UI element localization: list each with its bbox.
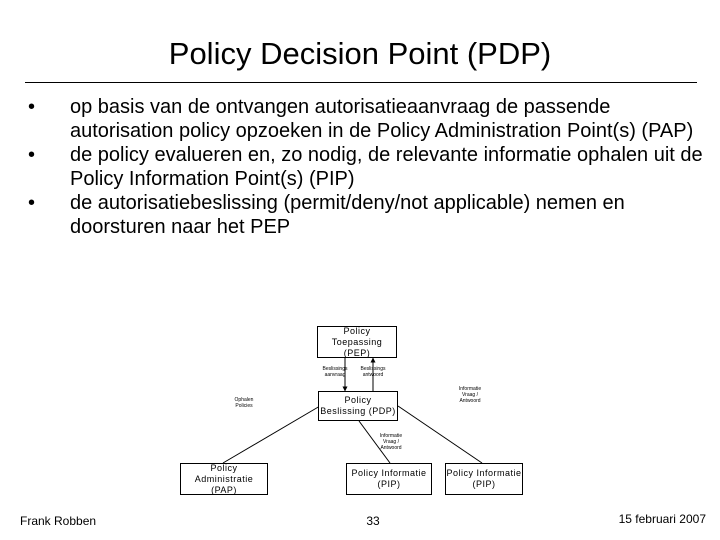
label-info-center-line1: Informatie xyxy=(379,433,403,439)
label-info-center-line3: Antwoord xyxy=(380,445,402,451)
label-fetch-policies xyxy=(229,397,259,409)
pip-center-box xyxy=(346,463,432,495)
label-info-center-line2: Vraag / xyxy=(383,439,399,445)
bullet-symbol: • xyxy=(28,192,36,214)
label-request xyxy=(320,366,350,378)
label-response-line1: Beslissings xyxy=(360,366,386,372)
pep-line2: Toepassing xyxy=(331,336,383,347)
pep-line1: Policy xyxy=(343,325,371,336)
label-info-right xyxy=(452,386,488,404)
pdp-box xyxy=(318,391,398,421)
footer-page-number: 33 xyxy=(366,514,380,528)
label-response-line2: antwoord xyxy=(362,372,384,378)
label-info-center xyxy=(373,433,409,451)
bullet-text: op basis van de ontvangen autorisatieaanvraag de passende autorisation policy opzoeken in de Policy Administration Point(s) (PAP) xyxy=(70,96,694,142)
pip-right-line1: Policy Informatie xyxy=(446,468,522,478)
label-info-right-line3: Antwoord xyxy=(459,398,481,404)
slide-title: Policy Decision Point (PDP) xyxy=(168,36,552,71)
pdp-pap-connector xyxy=(223,406,320,463)
bullet-symbol: • xyxy=(28,144,36,166)
pip-center-line2: (PIP) xyxy=(377,479,401,489)
pap-line2: (PAP) xyxy=(211,484,237,495)
pep-line3: (PEP) xyxy=(343,347,371,358)
pip-right-box xyxy=(445,463,523,495)
pdp-pip-right-connector xyxy=(398,406,482,463)
pap-box xyxy=(180,463,268,495)
pep-box xyxy=(317,326,397,358)
bullet-text: de autorisatiebeslissing (permit/deny/not applicable) nemen en doorsturen naar het PEP xyxy=(70,192,625,238)
pip-center-line1: Policy Informatie xyxy=(351,468,427,478)
label-request-line1: Beslissings xyxy=(322,366,348,372)
pdp-line1: Policy xyxy=(344,395,372,405)
label-info-right-line1: Informatie xyxy=(458,386,482,392)
footer-date: 15 februari 2007 xyxy=(618,512,706,526)
label-request-line2: aanvraag xyxy=(324,372,346,378)
pip-right-line2: (PIP) xyxy=(472,479,496,489)
bullet-text: de policy evalueren en, zo nodig, de relevante informatie ophalen uit de Policy Information Point(s) (PIP) xyxy=(70,144,703,190)
label-response xyxy=(358,366,388,378)
pdp-line2: Beslissing (PDP) xyxy=(320,406,396,416)
label-fetch-line2: Policies xyxy=(235,403,253,409)
pap-line1: Policy Administratie xyxy=(194,462,254,484)
label-fetch-line1: Ophalen xyxy=(234,397,254,403)
footer-author: Frank Robben xyxy=(20,514,97,528)
label-info-right-line2: Vraag / xyxy=(462,392,478,398)
bullet-symbol: • xyxy=(28,96,36,118)
